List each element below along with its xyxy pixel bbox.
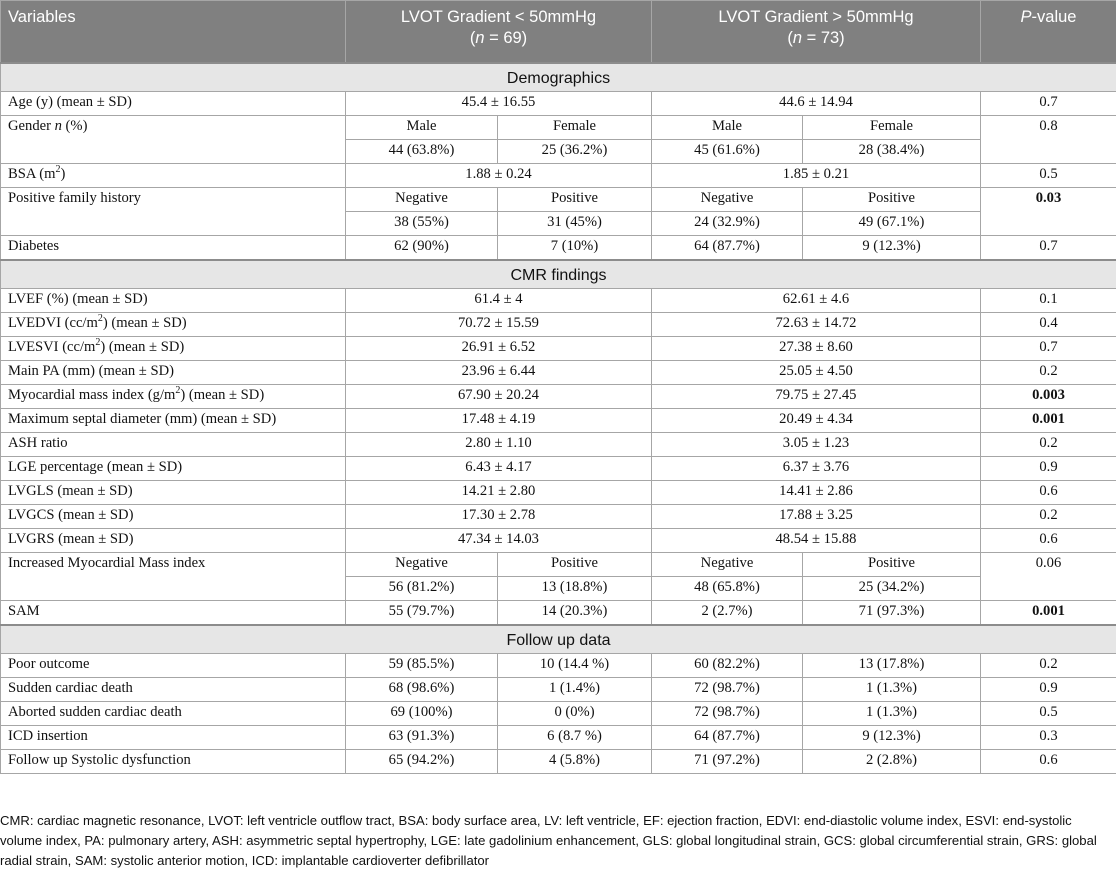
table-row-septal-diameter [1, 409, 1116, 433]
table-header [1, 1, 1116, 63]
cell-subheader: Positive [803, 188, 981, 212]
header-group-low-gradient [346, 1, 652, 63]
row-label: Sudden cardiac death [1, 678, 346, 702]
cell-value: 60 (82.2%) [652, 654, 803, 678]
cell-pvalue: 0.8 [981, 116, 1116, 164]
table-footnote: CMR: cardiac magnetic resonance, LVOT: left ventricle outflow tract, BSA: body surface area, LV: left ventricle, EF: ejection fraction, EDVI: end-diastolic volume index, ESVI: end-systolic volume index, PA: pulmonary artery, ASH: asymmetric septal hypertrophy, LGE: late gadolinium enhancement, GLS: global longitudinal strain, GCS: global circumferential strain, GRS: global radial strain, SAM: systolic anterior motion, ICD: implantable cardioverter defibrillator [0, 813, 1097, 868]
section-title: CMR findings [1, 260, 1116, 289]
cell-value: 13 (17.8%) [803, 654, 981, 678]
cell-value: 13 (18.8%) [498, 577, 652, 601]
cell-group1: 70.72 ± 15.59 [346, 313, 652, 337]
row-label [1, 337, 346, 361]
row-label: Positive family history [1, 188, 346, 236]
cell-value: 48 (65.8%) [652, 577, 803, 601]
cell-value: 62 (90%) [346, 236, 498, 260]
cell-subheader: Positive [498, 553, 652, 577]
label-sup: 2 [55, 164, 61, 176]
cell-subheader: Male [346, 116, 498, 140]
cell-group2: 25.05 ± 4.50 [652, 361, 981, 385]
cell-value: 44 (63.8%) [346, 140, 498, 164]
table-row-lvgls [1, 481, 1116, 505]
cell-group1: 61.4 ± 4 [346, 289, 652, 313]
cell-pvalue: 0.001 [981, 601, 1116, 625]
table-row-main-pa [1, 361, 1116, 385]
cell-value: 68 (98.6%) [346, 678, 498, 702]
header-group-low-n [353, 28, 644, 49]
cell-value: 69 (100%) [346, 702, 498, 726]
cell-group1: 6.43 ± 4.17 [346, 457, 652, 481]
cell-value: 24 (32.9%) [652, 212, 803, 236]
row-label: LGE percentage (mean ± SD) [1, 457, 346, 481]
cell-pvalue: 0.7 [981, 337, 1116, 361]
table-row-poor-outcome [1, 654, 1116, 678]
table-row-sam [1, 601, 1116, 625]
cell-value: 64 (87.7%) [652, 236, 803, 260]
cell-value: 2 (2.8%) [803, 750, 981, 774]
cell-group1: 14.21 ± 2.80 [346, 481, 652, 505]
row-label: LVEF (%) (mean ± SD) [1, 289, 346, 313]
row-label: Aborted sudden cardiac death [1, 702, 346, 726]
cell-subheader: Negative [346, 188, 498, 212]
cell-value: 45 (61.6%) [652, 140, 803, 164]
label-var: n [54, 118, 62, 134]
row-label: SAM [1, 601, 346, 625]
cell-pvalue: 0.03 [981, 188, 1116, 236]
cell-pvalue: 0.6 [981, 481, 1116, 505]
cell-value: 64 (87.7%) [652, 726, 803, 750]
label-suffix: ) (mean ± SD) [180, 387, 265, 403]
n-var: n [792, 29, 803, 47]
cell-group1: 1.88 ± 0.24 [346, 164, 652, 188]
header-group-high-n [659, 28, 973, 49]
cell-group2: 27.38 ± 8.60 [652, 337, 981, 361]
cell-subheader: Negative [346, 553, 498, 577]
table-row-lvgrs [1, 529, 1116, 553]
row-label [1, 116, 346, 164]
cell-group2: 72.63 ± 14.72 [652, 313, 981, 337]
row-label: ASH ratio [1, 433, 346, 457]
cell-value: 38 (55%) [346, 212, 498, 236]
cell-group2: 17.88 ± 3.25 [652, 505, 981, 529]
cell-value: 28 (38.4%) [803, 140, 981, 164]
cell-pvalue: 0.9 [981, 457, 1116, 481]
row-label [1, 313, 346, 337]
table-row-systolic-dysfunction [1, 750, 1116, 774]
cell-group2: 48.54 ± 15.88 [652, 529, 981, 553]
table-row-aborted-scd [1, 702, 1116, 726]
cell-subheader: Negative [652, 188, 803, 212]
label-text: BSA (m [8, 166, 56, 182]
header-row [1, 1, 1116, 63]
cell-value: 55 (79.7%) [346, 601, 498, 625]
cell-value: 25 (36.2%) [498, 140, 652, 164]
label-text: LVESVI (cc/m [8, 339, 96, 355]
cell-group1: 17.30 ± 2.78 [346, 505, 652, 529]
table-row-lvesvi [1, 337, 1116, 361]
header-variables: Variables [1, 1, 346, 63]
cell-value: 1 (1.4%) [498, 678, 652, 702]
table-row-sudden-cardiac-death [1, 678, 1116, 702]
cell-value: 71 (97.2%) [652, 750, 803, 774]
cell-group2: 14.41 ± 2.86 [652, 481, 981, 505]
row-label: Increased Myocardial Mass index [1, 553, 346, 601]
cell-value: 1 (1.3%) [803, 678, 981, 702]
cell-value: 63 (91.3%) [346, 726, 498, 750]
cell-value: 0 (0%) [498, 702, 652, 726]
label-sup: 2 [175, 385, 181, 397]
label-suffix: (%) [61, 118, 88, 134]
cell-group2: 62.61 ± 4.6 [652, 289, 981, 313]
table-row-lvgcs [1, 505, 1116, 529]
cell-group2: 3.05 ± 1.23 [652, 433, 981, 457]
section-row-cmr [1, 260, 1116, 289]
table-row-bsa [1, 164, 1116, 188]
n-suffix: = 73) [802, 29, 845, 47]
cell-pvalue: 0.003 [981, 385, 1116, 409]
table-row-lge [1, 457, 1116, 481]
header-group-high-title: LVOT Gradient > 50mmHg [718, 8, 914, 26]
cell-subheader: Negative [652, 553, 803, 577]
row-label: Age (y) (mean ± SD) [1, 92, 346, 116]
header-group-low-title: LVOT Gradient < 50mmHg [400, 8, 597, 26]
n-var: n [475, 29, 485, 47]
label-suffix: ) [60, 166, 66, 182]
cell-group2: 20.49 ± 4.34 [652, 409, 981, 433]
cell-pvalue: 0.2 [981, 433, 1116, 457]
cell-value: 56 (81.2%) [346, 577, 498, 601]
section-title: Demographics [1, 63, 1116, 92]
table-row-lvef [1, 289, 1116, 313]
label-text: Gender [8, 118, 55, 134]
cell-pvalue: 0.1 [981, 289, 1116, 313]
header-group-high-gradient [652, 1, 981, 63]
table-row-gender-subheader [1, 116, 1116, 140]
row-label: Poor outcome [1, 654, 346, 678]
cell-subheader: Positive [498, 188, 652, 212]
cell-pvalue: 0.2 [981, 361, 1116, 385]
cell-group1: 45.4 ± 16.55 [346, 92, 652, 116]
label-suffix: ) (mean ± SD) [102, 315, 187, 331]
cell-value: 65 (94.2%) [346, 750, 498, 774]
cell-group1: 17.48 ± 4.19 [346, 409, 652, 433]
label-sup: 2 [97, 313, 103, 325]
section-row-followup [1, 625, 1116, 654]
table-row-immi-subheader [1, 553, 1116, 577]
cell-value: 31 (45%) [498, 212, 652, 236]
cell-group1: 23.96 ± 6.44 [346, 361, 652, 385]
cell-pvalue: 0.5 [981, 164, 1116, 188]
cell-value: 14 (20.3%) [498, 601, 652, 625]
cell-pvalue: 0.9 [981, 678, 1116, 702]
cell-value: 9 (12.3%) [803, 236, 981, 260]
cell-value: 9 (12.3%) [803, 726, 981, 750]
cell-value: 59 (85.5%) [346, 654, 498, 678]
cell-group1: 2.80 ± 1.10 [346, 433, 652, 457]
label-suffix: ) (mean ± SD) [100, 339, 185, 355]
cell-pvalue: 0.2 [981, 505, 1116, 529]
cell-subheader: Male [652, 116, 803, 140]
cell-pvalue: 0.6 [981, 750, 1116, 774]
section-row-demographics [1, 63, 1116, 92]
cell-value: 72 (98.7%) [652, 702, 803, 726]
cell-value: 10 (14.4 %) [498, 654, 652, 678]
cell-pvalue: 0.7 [981, 92, 1116, 116]
row-label: LVGLS (mean ± SD) [1, 481, 346, 505]
cell-value: 4 (5.8%) [498, 750, 652, 774]
p-suffix: -value [1031, 8, 1077, 26]
cell-group1: 47.34 ± 14.03 [346, 529, 652, 553]
cell-group1: 67.90 ± 20.24 [346, 385, 652, 409]
cell-pvalue: 0.6 [981, 529, 1116, 553]
table-row-age [1, 92, 1116, 116]
table-row-lvedvi [1, 313, 1116, 337]
row-label: Follow up Systolic dysfunction [1, 750, 346, 774]
table-row-myocardial-mass-index [1, 385, 1116, 409]
cell-group2: 44.6 ± 14.94 [652, 92, 981, 116]
row-label: LVGRS (mean ± SD) [1, 529, 346, 553]
table-row-icd-insertion [1, 726, 1116, 750]
n-prefix: ( [787, 29, 793, 47]
n-suffix: = 69) [484, 29, 528, 47]
row-label: LVGCS (mean ± SD) [1, 505, 346, 529]
row-label: Main PA (mm) (mean ± SD) [1, 361, 346, 385]
cell-pvalue: 0.06 [981, 553, 1116, 601]
cell-pvalue: 0.001 [981, 409, 1116, 433]
cell-value: 71 (97.3%) [803, 601, 981, 625]
cell-subheader: Positive [803, 553, 981, 577]
row-label: ICD insertion [1, 726, 346, 750]
table-row-ash-ratio [1, 433, 1116, 457]
table-row-family-subheader [1, 188, 1116, 212]
p-var: P [1020, 8, 1032, 26]
cell-value: 7 (10%) [498, 236, 652, 260]
row-label: Diabetes [1, 236, 346, 260]
cell-pvalue: 0.7 [981, 236, 1116, 260]
cell-pvalue: 0.4 [981, 313, 1116, 337]
cell-value: 6 (8.7 %) [498, 726, 652, 750]
cell-pvalue: 0.3 [981, 726, 1116, 750]
header-pvalue [981, 1, 1116, 63]
cell-group2: 1.85 ± 0.21 [652, 164, 981, 188]
table-row-diabetes [1, 236, 1116, 260]
cell-value: 2 (2.7%) [652, 601, 803, 625]
label-text: LVEDVI (cc/m [8, 315, 98, 331]
cell-value: 25 (34.2%) [803, 577, 981, 601]
label-text: Myocardial mass index (g/m [8, 387, 176, 403]
row-label [1, 164, 346, 188]
cell-value: 72 (98.7%) [652, 678, 803, 702]
cell-value: 1 (1.3%) [803, 702, 981, 726]
cell-subheader: Female [498, 116, 652, 140]
n-prefix: ( [469, 29, 476, 47]
cell-group1: 26.91 ± 6.52 [346, 337, 652, 361]
row-label: Maximum septal diameter (mm) (mean ± SD) [1, 409, 346, 433]
section-title: Follow up data [1, 625, 1116, 654]
cell-pvalue: 0.2 [981, 654, 1116, 678]
cell-group2: 79.75 ± 27.45 [652, 385, 981, 409]
label-sup: 2 [95, 337, 101, 349]
table-body [1, 63, 1116, 774]
row-label [1, 385, 346, 409]
cell-group2: 6.37 ± 3.76 [652, 457, 981, 481]
cell-value: 49 (67.1%) [803, 212, 981, 236]
cell-pvalue: 0.5 [981, 702, 1116, 726]
cell-subheader: Female [803, 116, 981, 140]
